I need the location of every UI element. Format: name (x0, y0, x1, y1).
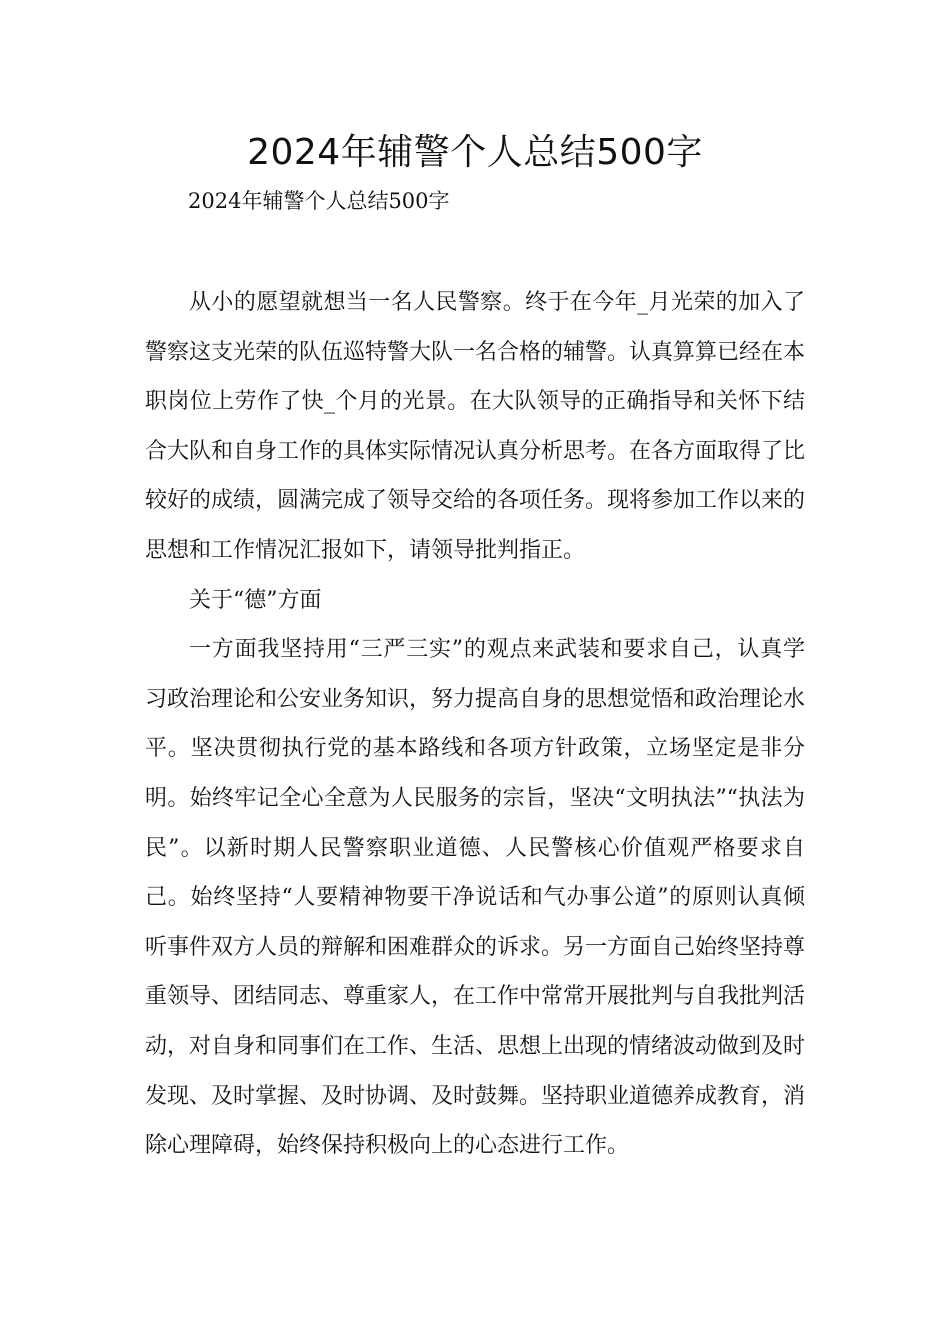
document-title: 2024年辅警个人总结500字 (247, 132, 703, 173)
paragraph-virtue: 一方面我坚持用“三严三实”的观点来武装和要求自己，认真学习政治理论和公安业务知识，努力提高自身的思想觉悟和政治理论水平。坚决贯彻执行党的基本路线和各项方针政策，立场坚定是非分明。始终牢记全心全意为人民服务的宗旨，坚决“文明执法”“执法为民”。以新时期人民警察职业道德、人民警核心价值观严格要求自己。始终坚持“人要精神物要干净说话和气办事公道”的原则认真倾听事件双方人员的辩解和困难群众的诉求。另一方面自己始终坚持尊重领导、团结同志、尊重家人，在工作中常常开展批判与自我批判活动，对自身和同事们在工作、生活、思想上出现的情绪波动做到及时发现、及时掌握、及时协调、及时鼓舞。坚持职业道德养成教育，消除心理障碍，始终保持积极向上的心态进行工作。 (145, 637, 806, 1159)
document-subtitle: 2024年辅警个人总结500字 (188, 189, 450, 213)
paragraph-intro: 从小的愿望就想当一名人民警察。终于在今年_月光荣的加入了警察这支光荣的队伍巡特警大队一名合格的辅警。认真算算已经在本职岗位上劳作了快_个月的光景。在大队领导的正确指导和关怀下结合大队和自身工作的具体实际情况认真分析思考。在各方面取得了比较好的成绩，圆满完成了领导交给的各项任务。现将参加工作以来的思想和工作情况汇报如下，请领导批判指正。 (145, 290, 806, 563)
section-heading-virtue: 关于“德”方面 (189, 587, 322, 613)
document-body (145, 278, 805, 1171)
